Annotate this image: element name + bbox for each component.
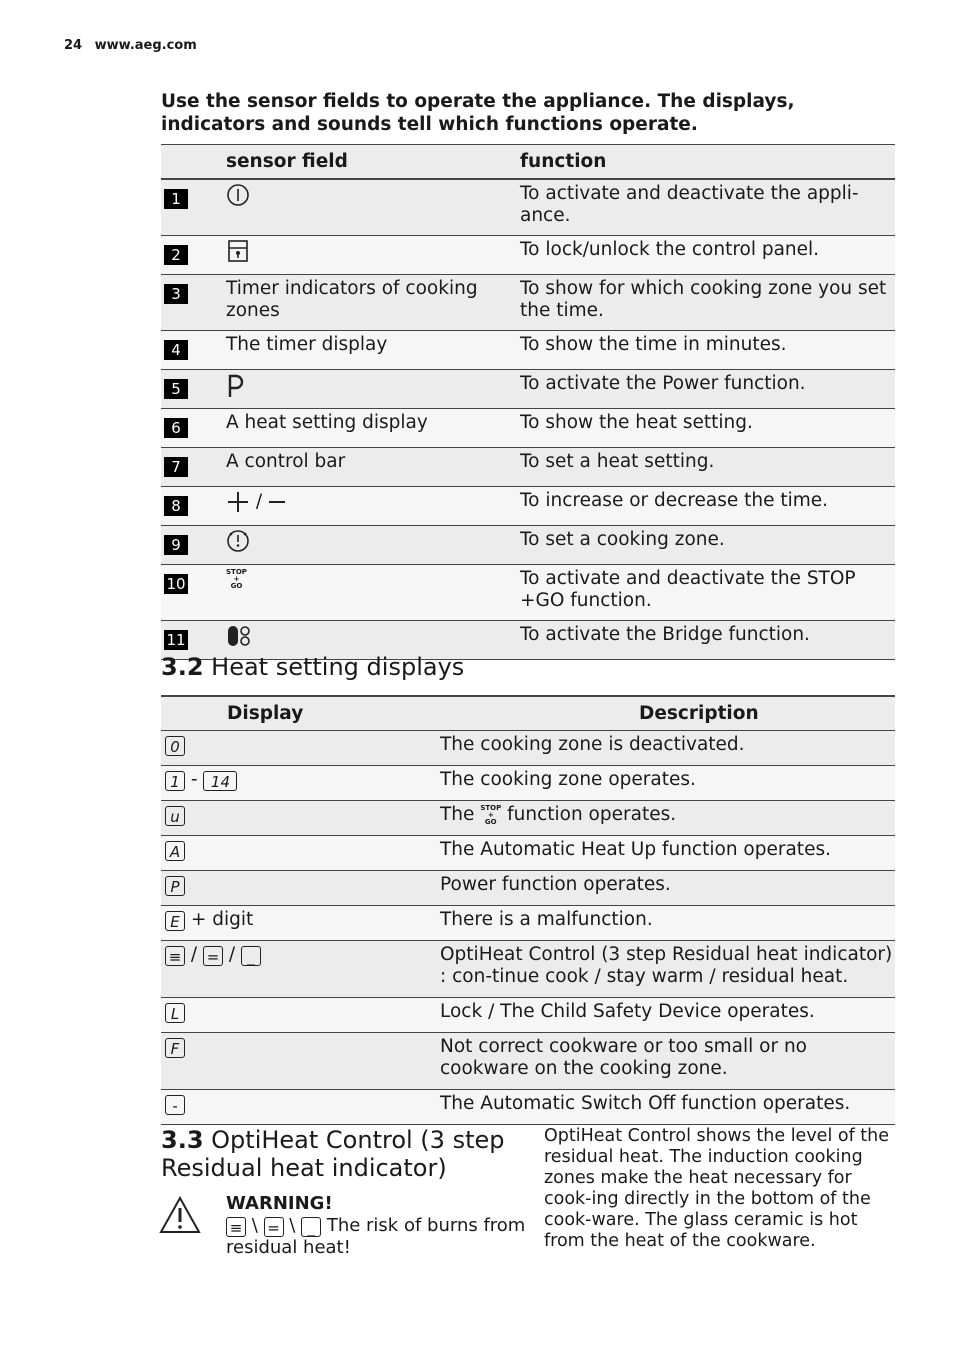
table-row [161,275,895,331]
display-symbol: ≡ [165,946,185,966]
description-text: The Automatic Switch Off function operates. [440,1090,895,1125]
description-text: There is a malfunction. [440,906,895,941]
cooking-zone-timer-icon [226,529,250,553]
bridge-icon [226,624,252,648]
description-text: The cooking zone operates. [440,766,895,801]
display-symbol: P [165,876,185,896]
heat-setting-display-table [161,695,895,1125]
row-number: 9 [164,535,188,555]
table-row [161,409,895,448]
warning-label: WARNING! [226,1193,333,1214]
table-row [161,998,895,1033]
row-number: 5 [164,379,188,399]
slash: / [255,491,263,512]
description-text: Power function operates. [440,871,895,906]
function-text: To increase or decrease the time. [516,487,895,526]
table-row: 1 - 14 The cooking zone operates. [161,766,895,801]
row-number: 10 [164,574,188,594]
display-symbol: - [165,1095,185,1115]
description-text: The STOP + GO function operates. [440,801,895,836]
table-row: ≡ / = / _ OptiHeat Control (3 step Residual heat indicator) : con-tinue cook / stay warm / residual heat. [161,941,895,998]
function-text: To activate and deactivate the appli-ance. [516,179,895,236]
section-3-3-heading: 3.3 OptiHeat Control (3 step Residual heat indicator) [161,1126,505,1182]
warning-block: WARNING! ≡ \ = \ _ The risk of burns from residual heat! [226,1193,526,1258]
display-symbol: _ [241,946,261,966]
row-number: 2 [164,245,188,265]
row-number: 7 [164,457,188,477]
function-text: To show the time in minutes. [516,331,895,370]
sensor-field-text: A control bar [223,448,516,487]
display-symbol: A [165,841,185,861]
row-number: 4 [164,340,188,360]
power-boost-p-icon [226,373,244,399]
table-row [161,331,895,370]
plus-icon [226,490,250,514]
description-text: OptiHeat Control (3 step Residual heat indicator) : con-tinue cook / stay warm / residual heat. [440,941,895,998]
table-row [161,448,895,487]
table-row [161,526,895,565]
table-row [161,179,895,236]
table-row [161,801,895,836]
table-row [161,871,895,906]
sensor-field-text: A heat setting display [223,409,516,448]
lock-icon [226,239,250,263]
display-symbol: F [165,1038,185,1058]
display-symbol: _ [301,1217,321,1237]
function-text: To show the heat setting. [516,409,895,448]
warning-triangle-icon [159,1196,201,1234]
table-row [161,731,895,766]
display-symbol: = [264,1217,284,1237]
function-text: To activate the Power function. [516,370,895,409]
table-header-row [161,145,895,180]
table-row [161,836,895,871]
sensor-field-text: The timer display [223,331,516,370]
row-number: 1 [164,189,188,209]
table-row [161,1090,895,1125]
function-text: To lock/unlock the control panel. [516,236,895,275]
header-function: function [516,145,895,180]
function-text: To show for which cooking zone you set the time. [516,275,895,331]
function-text: To activate and deactivate the STOP +GO function. [516,565,895,621]
description-text: The cooking zone is deactivated. [440,731,895,766]
header-description: Description [440,696,895,731]
row-number: 11 [164,630,188,650]
display-symbol: u [165,806,185,826]
table-row [161,236,895,275]
display-symbol: E [165,911,185,931]
header-display: Display [161,696,440,731]
optiheat-description: OptiHeat Control shows the level of the residual heat. The induction cooking zones make the heat necessary for cook-ing directly in the bottom of the cook-ware. The glass ceramic is hot from the heat of the cookware. [544,1126,890,1251]
display-symbol: L [165,1003,185,1023]
table-row [161,1033,895,1090]
minus-icon [268,490,286,514]
table-row [161,370,895,409]
display-symbol: 14 [203,771,237,791]
section-3-2-heading: 3.2 Heat setting displays [161,653,465,681]
page-header [64,38,197,53]
function-text: To activate the Bridge function. [516,621,895,660]
display-symbol: = [203,946,223,966]
description-text: The Automatic Heat Up function operates. [440,836,895,871]
table-row [161,565,895,621]
description-text: Lock / The Child Safety Device operates. [440,998,895,1033]
intro-paragraph: Use the sensor fields to operate the appliance. The displays, indicators and sounds tell which functions operate. [161,91,795,135]
site-url[interactable]: www.aeg.com [94,38,197,53]
sensor-field-table [161,144,895,660]
table-header-row [161,696,895,731]
function-text: To set a heat setting. [516,448,895,487]
display-symbol: 0 [165,736,185,756]
row-number: 3 [164,284,188,304]
display-symbol: 1 [165,771,185,791]
row-number: 8 [164,496,188,516]
page-number: 24 [64,38,83,53]
power-icon [226,183,250,207]
sensor-field-text: Timer indicators of cooking zones [223,275,516,331]
stop-go-icon: STOP + GO [226,567,247,590]
function-text: To set a cooking zone. [516,526,895,565]
table-row [161,487,895,526]
display-symbol: ≡ [226,1217,246,1237]
header-sensor-field: sensor field [223,145,516,180]
description-text: Not correct cookware or too small or no cookware on the cooking zone. [440,1033,895,1090]
warning-text: The risk of burns from residual heat! [226,1215,526,1258]
row-number: 6 [164,418,188,438]
stop-go-icon: STOP + GO [480,803,502,826]
table-row: E + digit There is a malfunction. [161,906,895,941]
